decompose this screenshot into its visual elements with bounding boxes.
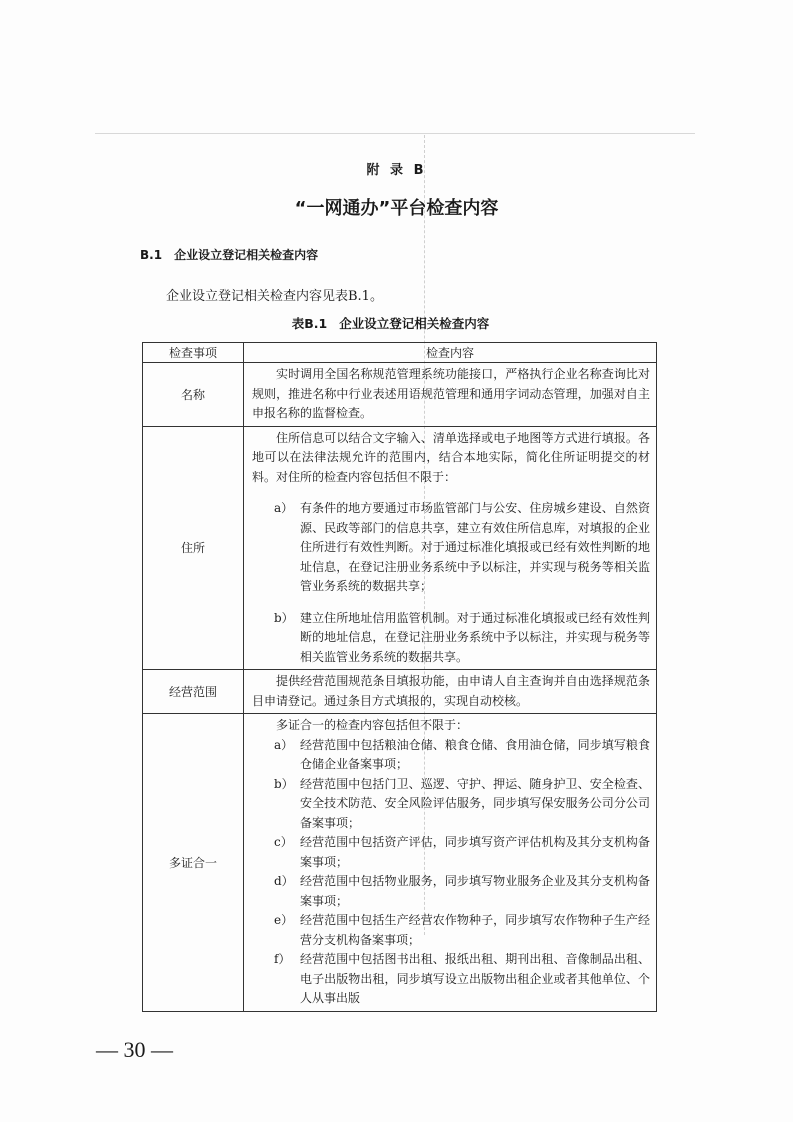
table-row bbox=[143, 426, 657, 670]
list-item bbox=[274, 736, 650, 775]
list-text: 经营范围中包括门卫、巡逻、守护、押运、随身护卫、安全检查、安全技术防范、安全风险评估服务，同步填写保安服务公司分公司备案事项； bbox=[300, 776, 650, 830]
appendix-label: 附 录 B bbox=[366, 163, 427, 178]
list-marker: d） bbox=[274, 874, 294, 888]
table-row bbox=[143, 670, 657, 714]
list-item bbox=[274, 833, 650, 872]
row-item: 名称 bbox=[143, 363, 244, 427]
table-row bbox=[143, 363, 657, 427]
row-item: 多证合一 bbox=[143, 714, 244, 1012]
row-content bbox=[244, 363, 657, 427]
content-paragraph: 多证合一的检查内容包括但不限于： bbox=[276, 718, 469, 732]
table-number: 表B.1 bbox=[291, 316, 328, 331]
list-marker: b） bbox=[274, 610, 294, 625]
list-item bbox=[274, 775, 650, 834]
list-item bbox=[274, 872, 650, 911]
list-item bbox=[274, 911, 650, 950]
content-paragraph: 实时调用全国名称规范管理系统功能接口，严格执行企业名称查询比对规则，推进名称中行业表述用语规范管理和通用字词动态管理，加强对自主申报名称的监督检查。 bbox=[252, 367, 650, 420]
list-marker: b） bbox=[274, 776, 294, 791]
list-marker: a） bbox=[274, 501, 294, 515]
header-item: 检查事项 bbox=[143, 343, 244, 363]
row-content bbox=[244, 714, 657, 1012]
section-number: B.1 bbox=[140, 248, 163, 262]
page-title: “一网通办”平台检查内容 bbox=[294, 198, 499, 219]
row-item: 经营范围 bbox=[143, 670, 244, 714]
row-item: 住所 bbox=[143, 426, 244, 670]
table-caption bbox=[0, 314, 793, 332]
list-text: 经营范围中包括图书出租、报纸出租、期刊出租、音像制品出租、电子出版物出租，同步填写设立出版物出租企业或者其他单位、个人从事出版 bbox=[300, 952, 650, 1005]
content-paragraph: 提供经营范围规范条目填报功能，由申请人自主查询并自由选择规范条目申请登记。通过条目方式填报的，实现自动校核。 bbox=[252, 674, 650, 708]
intro-paragraph: 企业设立登记相关检查内容见表B.1。 bbox=[166, 289, 383, 304]
list-marker: c） bbox=[274, 835, 293, 849]
list-text: 经营范围中包括资产评估，同步填写资产评估机构及其分支机构备案事项； bbox=[300, 835, 650, 869]
list-text: 经营范围中包括生产经营农作物种子，同步填写农作物种子生产经营分支机构备案事项； bbox=[300, 913, 650, 947]
section-heading bbox=[140, 246, 330, 263]
list-text: 经营范围中包括物业服务，同步填写物业服务企业及其分支机构备案事项； bbox=[300, 874, 650, 908]
list-item bbox=[274, 609, 650, 668]
table-title: 企业设立登记相关检查内容 bbox=[339, 316, 490, 331]
row-content bbox=[244, 670, 657, 714]
list-marker: e） bbox=[274, 913, 294, 927]
list-marker: a） bbox=[274, 737, 294, 752]
content-paragraph: 住所信息可以结合文字输入、清单选择或电子地图等方式进行填报。各地可以在法律法规允许的范围内，结合本地实际，简化住所证明提交的材料。对住所的检查内容包括但不限于： bbox=[252, 430, 650, 484]
table-row bbox=[143, 714, 657, 1012]
list-item bbox=[274, 950, 650, 1009]
list-item bbox=[274, 499, 650, 597]
section-title: 企业设立登记相关检查内容 bbox=[174, 248, 319, 262]
scan-top-border bbox=[95, 133, 695, 134]
table-header-row bbox=[143, 343, 657, 363]
row-content bbox=[244, 426, 657, 670]
header-content: 检查内容 bbox=[244, 343, 657, 363]
list-text: 建立住所地址信用监管机制。对于通过标准化填报或已经有效性判断的地址信息，在登记注册业务系统中予以标注，并实现与税务等相关监管业务系统的数据共享。 bbox=[300, 610, 650, 664]
list-text: 经营范围中包括粮油仓储、粮食仓储、食用油仓储，同步填写粮食仓储企业备案事项； bbox=[300, 737, 650, 771]
inspection-table bbox=[142, 342, 657, 1012]
list-marker: f） bbox=[274, 952, 291, 966]
list-text: 有条件的地方要通过市场监管部门与公安、住房城乡建设、自然资源、民政等部门的信息共享，建立有效住所信息库，对填报的企业住所进行有效性判断。对于通过标准化填报或已经有效性判断的地址信息，在登记注册业务系统中予以标注，并实现与税务等相关监管业务系统的数据共享； bbox=[300, 501, 650, 593]
page-number: — 30 — bbox=[96, 1037, 173, 1062]
